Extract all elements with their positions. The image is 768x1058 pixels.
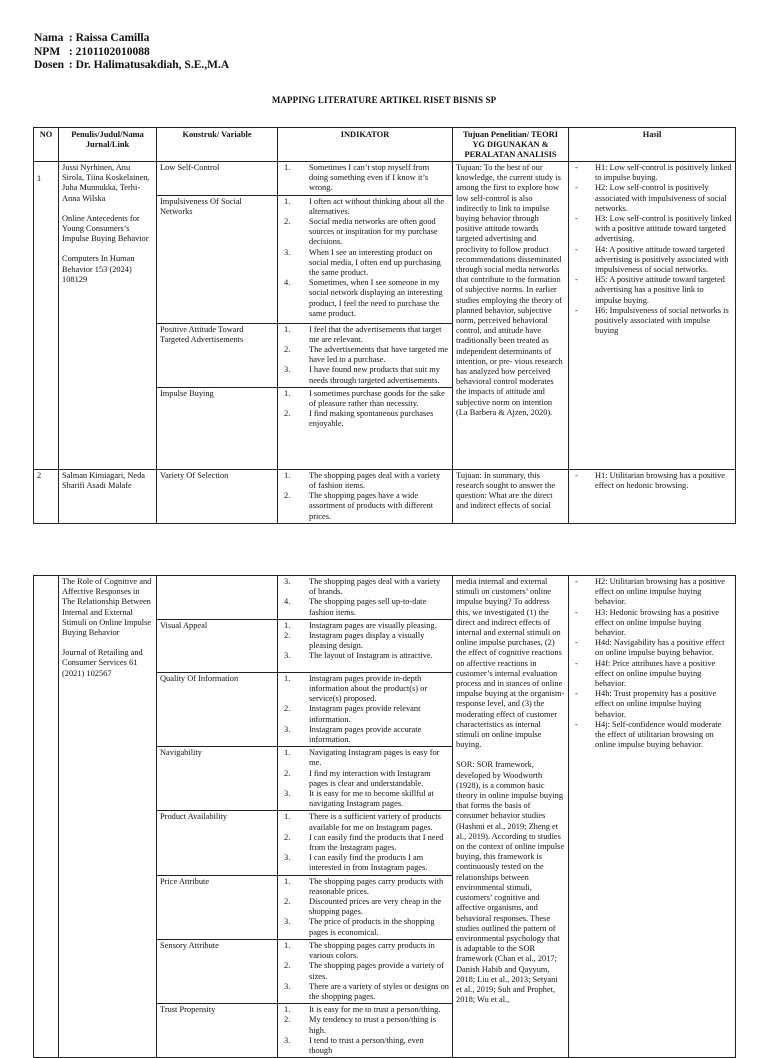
hasil-list xyxy=(572,471,732,491)
konstruk-cell: Quality Of Information xyxy=(157,672,278,746)
list-item: 4. The shopping pages sell up-to-date fashion items. xyxy=(284,597,427,617)
tujuan-paragraph: media internal and external stimuli on customers’ online impulse buying? To address this, we investigated (1) the direct and indirect effects of internal and external stimuli on online impulse purchases, (2) the effect of cognitive reactions on affective reactions in customer’s internal evaluation process and in stances of online impulse buying at the organism-response level, and (3) the moderating effect of customer characteristics as internal stimuli on online impulse buying. xyxy=(456,577,565,750)
indicator-text: I can easily find the products that I need from the Instagram pages. xyxy=(309,832,444,853)
col-header-indikator: INDIKATOR xyxy=(278,128,453,162)
konstruk-cell: Impulse Buying xyxy=(157,387,278,469)
indikator-cell xyxy=(278,672,453,746)
list-item: - H2: Low self-control is positively associated with impulsiveness of social networks. xyxy=(572,183,732,214)
konstruk-cell: Low Self-Control xyxy=(157,162,278,196)
penulis-cell xyxy=(59,576,157,1058)
indicator-list xyxy=(281,621,449,662)
indicator-text: The shopping pages deal with a variety of brands. xyxy=(309,577,441,597)
list-item: 2. Discounted prices are very cheap in the shopping pages. xyxy=(284,897,442,917)
list-item: - H3: Low self-control is positively linked with a positive attitude toward targeted advertising. xyxy=(572,214,732,245)
list-item: 3. I have found new products that suit my needs through targeted advertisements. xyxy=(284,365,440,385)
konstruk-cell xyxy=(157,576,278,620)
list-item: - H4f: Price attributes have a positive effect on online impulse buying behavior. xyxy=(572,659,732,690)
list-item: - H4d: Navigability has a positive effect on online impulse buying behavior. xyxy=(572,638,732,658)
indicator-text: Instagram pages provide relevant information. xyxy=(309,704,421,724)
row-number: 1 xyxy=(34,162,59,470)
literature-table-page-2 xyxy=(33,575,736,1058)
list-item: 3. The shopping pages deal with a variety of brands. xyxy=(284,577,441,597)
indicator-text: There are a variety of styles or designs on the shopping pages. xyxy=(309,981,449,1001)
list-item: 2. The shopping pages have a wide assortment of products with different prices. xyxy=(284,491,434,521)
konstruk-cell: Sensory Attribute xyxy=(157,939,278,1003)
list-item: 1. I sometimes purchase goods for the sake of pleasure rather than necessity. xyxy=(284,388,445,409)
penulis-title: The Role of Cognitive and Affective Responses in The Relationship Between Internal and External Stimuli on Online Impulse Buying Behavior xyxy=(62,577,152,638)
indicator-text: I have found new products that suit my needs through targeted advertisements. xyxy=(309,365,440,385)
indicator-text: Sometimes I can’t stop myself from doing something even if I know it’s wrong. xyxy=(309,163,430,193)
penulis-journal: Computers In Human Behavior 153 (2024) 108129 xyxy=(62,254,135,284)
hasil-cell xyxy=(569,469,736,523)
indikator-cell xyxy=(278,162,453,196)
konstruk-cell: Navigability xyxy=(157,747,278,811)
indicator-list xyxy=(281,877,449,938)
dosen-label: Dosen xyxy=(34,59,65,71)
indikator-cell xyxy=(278,576,453,620)
list-item: 2. My tendency to trust a person/thing is high. xyxy=(284,1015,437,1035)
indikator-cell xyxy=(278,387,453,469)
hasil-list xyxy=(572,577,732,750)
list-item: 3. It is easy for me to become skillful at navigating Instagram pages. xyxy=(284,789,434,809)
nama-row xyxy=(34,32,229,46)
list-item: 3. There are a variety of styles or designs on the shopping pages. xyxy=(284,981,449,1001)
indicator-text: Social media networks are often good sources or inspiration for my purchase decisions. xyxy=(309,217,438,247)
indicator-list xyxy=(281,674,449,745)
indicator-text: Instagram pages provide in-depth information about the product(s) or service(s) proposed. xyxy=(309,673,428,704)
tujuan-cell xyxy=(453,576,569,1058)
penulis-title: Online Antecedents for Young Consumers’s Impulse Buying Behavior xyxy=(62,213,149,244)
list-item: 1. Instagram pages are visually pleasing. xyxy=(284,620,437,630)
konstruk-cell: Product Availability xyxy=(157,811,278,875)
list-item: 2. The advertisements that have targeted me have led to a purchase. xyxy=(284,345,449,365)
indicator-list xyxy=(281,748,449,809)
konstruk-cell: Variety Of Selection xyxy=(157,469,278,523)
indicator-text: The shopping pages have a wide assortment of products with different prices. xyxy=(309,491,434,521)
indicator-text: Instagram pages are visually pleasing. xyxy=(309,620,437,630)
penulis-authors: Jussi Nyrhinen, Anu Sirola, Tiina Koskelainen, Juha Munnukka, Terhi-Anna Wilska xyxy=(62,163,150,203)
indicator-list xyxy=(281,389,449,430)
indikator-cell xyxy=(278,195,453,323)
table-row xyxy=(34,469,736,523)
indicator-text: I sometimes purchase goods for the sake of pleasure rather than necessity. xyxy=(309,388,445,409)
list-item: 2. Instagram pages display a visually pleasing design. xyxy=(284,631,425,651)
list-item: - H2: Utilitarian browsing has a positive effect on online impulse buying behavior. xyxy=(572,577,732,608)
indikator-cell xyxy=(278,811,453,875)
list-item: 2. Social media networks are often good sources or inspiration for my purchase decisions. xyxy=(284,217,438,247)
indicator-text: My tendency to trust a person/thing is high. xyxy=(309,1015,437,1035)
list-item: 2. The shopping pages provide a variety of sizes. xyxy=(284,961,444,981)
indicator-list xyxy=(281,577,449,618)
konstruk-cell: Positive Attitude Toward Targeted Advertisements xyxy=(157,323,278,387)
indicator-list xyxy=(281,163,449,194)
hasil-cell xyxy=(569,576,736,1058)
konstruk-cell: Impulsiveness Of Social Networks xyxy=(157,195,278,323)
indicator-text: I find my interaction with Instagram pages is clear and understandable. xyxy=(309,768,431,788)
list-item: - H5: A positive attitude toward targeted advertising has a positive link to impulse buying. xyxy=(572,275,732,306)
tujuan-cell: Tujuan: To the best of our knowledge, the current study is among the first to explore how low self-control is also indirectly to link to impulse buying behavior through positive attitude towards targeted advertising and proclivity to follow product recommendations disseminated through social media networks that contribute to the formation of subjective norms. In earlier studies employing the theory of planned behavior, subjective norm, perceived behavioral control, and attitude have traditionally been treated as independent determinants of intention, or pre- vious research has analyzed how perceived behavioral control moderates the impacts of attitude and subjective norm on intention (La Barbera & Ajzen, 2020). xyxy=(453,162,569,470)
indikator-cell xyxy=(278,619,453,672)
col-header-hasil: Hasil xyxy=(569,128,736,162)
indicator-text: I tend to trust a person/thing, even though xyxy=(309,1035,424,1055)
list-item: 3. Instagram pages provide accurate information. xyxy=(284,724,422,745)
list-item: 1. The shopping pages carry products in various colors. xyxy=(284,940,435,961)
indicator-list xyxy=(281,471,449,522)
indikator-cell xyxy=(278,469,453,523)
indicator-text: Navigating Instagram pages is easy for me. xyxy=(309,748,440,768)
indicator-text: When I see an interesting product on social media, I often end up purchasing the same product. xyxy=(309,247,441,278)
indicator-text: The advertisements that have targeted me have led to a purchase. xyxy=(309,345,449,365)
col-header-no: NO xyxy=(34,128,59,162)
indikator-cell xyxy=(278,1004,453,1058)
indicator-text: The shopping pages deal with a variety of fashion items. xyxy=(309,470,441,491)
tujuan-cell: Tujuan: In summary, this research sought to answer the question: What are the direct and indirect effects of social xyxy=(453,469,569,523)
indicator-text: I find making spontaneous purchases enjoyable. xyxy=(309,409,434,429)
indicator-text: The layout of Instagram is attractive. xyxy=(309,651,433,661)
indicator-text: It is easy for me to become skillful at navigating Instagram pages. xyxy=(309,789,434,809)
list-item: 1. The shopping pages deal with a variety of fashion items. xyxy=(284,470,441,491)
list-item: 1. There is a sufficient variety of products available for me on Instagram pages. xyxy=(284,812,441,832)
list-item: 1. The shopping pages carry products with reasonable prices. xyxy=(284,876,444,896)
list-item: 2. Instagram pages provide relevant information. xyxy=(284,704,421,724)
indicator-list xyxy=(281,197,449,319)
row-number: 2 xyxy=(34,469,59,523)
list-item: 2. I find my interaction with Instagram pages is clear and understandable. xyxy=(284,768,431,788)
indicator-text: There is a sufficient variety of products available for me on Instagram pages. xyxy=(309,812,441,832)
indikator-cell xyxy=(278,939,453,1003)
list-item: 1. Navigating Instagram pages is easy for me. xyxy=(284,748,440,768)
table-row xyxy=(34,576,736,620)
indicator-text: I feel that the advertisements that target me are relevant. xyxy=(309,324,442,344)
hasil-cell xyxy=(569,162,736,470)
indicator-text: The price of products in the shopping pages is economical. xyxy=(309,917,435,937)
literature-table-page-1 xyxy=(33,127,736,524)
npm-label: NPM xyxy=(34,45,61,58)
list-item: 2. I find making spontaneous purchases enjoyable. xyxy=(284,409,434,429)
indicator-text: Sometimes, when I see someone in my social network displaying an interesting product, I feel the need to purchase the same product. xyxy=(309,278,443,318)
indikator-cell xyxy=(278,323,453,387)
list-item: - H3: Hedonic browsing has a positive effect on online impulse buying behavior. xyxy=(572,608,732,639)
list-item: 3. The layout of Instagram is attractive. xyxy=(284,651,433,661)
indicator-list xyxy=(281,1005,449,1056)
indicator-text: Instagram pages provide accurate information. xyxy=(309,724,422,745)
indicator-text: The shopping pages sell up-to-date fashion items. xyxy=(309,597,427,617)
indicator-text: I often act without thinking about all the alternatives. xyxy=(309,196,445,216)
indicator-text: The shopping pages carry products with reasonable prices. xyxy=(309,876,444,896)
document-title: MAPPING LITERATURE ARTIKEL RISET BISNIS SP xyxy=(271,95,497,105)
penulis-cell xyxy=(59,162,157,470)
konstruk-cell: Price Attribute xyxy=(157,875,278,939)
indicator-list xyxy=(281,812,449,873)
npm-row xyxy=(34,46,229,60)
list-item: - H4: A positive attitude toward targeted advertising is positively associated with impulsiveness of social networks. xyxy=(572,245,732,276)
indicator-text: Discounted prices are very cheap in the shopping pages. xyxy=(309,897,442,917)
penulis-cell: Salman Kimiagari, Neda Sharifi Asadi Malafe xyxy=(59,469,157,523)
list-item: - H1: Low self-control is positively linked to impulse buying. xyxy=(572,163,732,183)
list-item: 1. Sometimes I can’t stop myself from doing something even if I know it’s wrong. xyxy=(284,163,430,193)
tujuan-paragraph: SOR: SOR framework, developed by Woodworth (1928), is a common basic theory in online impulse buying that forms the basis of consumer behavior studies (Hashmi et al., 2019; Zheng et al., 2019). According to studies on the context of online impulse buying, this framework is continuously tested on the relationships between environmental stimuli, customers’ cognitive and affective organisms, and behavioral responses. These studies outlined the pattern of environmental psychology that is adaptable to the SOR framework (Chan et al., 2017; Danish Habib and Qayyum, 2018; Liu et al., 2013; Setyani et al., 2019; Suh and Prophet, 2018; Wu et al., xyxy=(456,760,565,1005)
col-header-konstruk: Konstruk/ Variable xyxy=(157,128,278,162)
indicator-text: I can easily find the products I am interested in from Instagram pages. xyxy=(309,853,428,873)
konstruk-cell: Trust Propensity xyxy=(157,1004,278,1058)
col-header-tujuan: Tujuan Penelitian/ TEORI YG DIGUNAKAN & PERALATAN ANALISIS xyxy=(453,128,569,162)
indicator-text: The shopping pages carry products in various colors. xyxy=(309,940,435,961)
indicator-text: It is easy for me to trust a person/thing. xyxy=(309,1005,441,1015)
list-item: 3. I tend to trust a person/thing, even though xyxy=(284,1035,424,1055)
dosen-value: : Dr. Halimatusakdiah, S.E.,M.A xyxy=(68,59,230,71)
list-item: 3. The price of products in the shopping pages is economical. xyxy=(284,917,435,937)
indicator-list xyxy=(281,941,449,1002)
list-item: 1. I often act without thinking about all the alternatives. xyxy=(284,196,445,216)
indicator-text: Instagram pages display a visually pleasing design. xyxy=(309,631,425,651)
npm-value: : 2101102010088 xyxy=(68,45,150,58)
list-item: 3. When I see an interesting product on social media, I often end up purchasing the same product. xyxy=(284,247,441,278)
table-row xyxy=(34,162,736,196)
student-info xyxy=(34,32,229,73)
row-number xyxy=(34,576,59,1058)
list-item: 1. I feel that the advertisements that target me are relevant. xyxy=(284,324,442,344)
hasil-list xyxy=(572,163,732,336)
list-item: - H4h: Trust propensity has a positive effect on online impulse buying behavior. xyxy=(572,689,732,720)
penulis-journal: Journal of Retailing and Consumer Services 61 (2021) 102567 xyxy=(62,648,143,678)
list-item: 3. I can easily find the products I am interested in from Instagram pages. xyxy=(284,853,428,873)
dosen-row xyxy=(34,59,229,73)
list-item: 1. Instagram pages provide in-depth information about the product(s) or service(s) proposed. xyxy=(284,673,428,704)
list-item: - H4j: Self-confidence would moderate the effect of utilitarian browsing on online impulse buying behavior. xyxy=(572,720,732,751)
list-item: - H1: Utilitarian browsing has a positive effect on hedonic browsing. xyxy=(572,471,732,491)
indicator-text: The shopping pages provide a variety of sizes. xyxy=(309,961,444,981)
table-header-row xyxy=(34,128,736,162)
nama-label: Nama xyxy=(34,32,64,44)
nama-value: : Raissa Camilla xyxy=(68,32,150,44)
list-item: 1. It is easy for me to trust a person/thing. xyxy=(284,1005,441,1015)
list-item: 4. Sometimes, when I see someone in my social network displaying an interesting product, I feel the need to purchase the same product. xyxy=(284,278,443,318)
indicator-list xyxy=(281,325,449,386)
list-item: 2. I can easily find the products that I need from the Instagram pages. xyxy=(284,832,444,853)
indikator-cell xyxy=(278,747,453,811)
konstruk-cell: Visual Appeal xyxy=(157,619,278,672)
col-header-penulis: Penulis/Judul/Nama Jurnal/Link xyxy=(59,128,157,162)
indikator-cell xyxy=(278,875,453,939)
list-item: - H6: Impulsiveness of social networks is positively associated with impulse buying xyxy=(572,306,732,337)
